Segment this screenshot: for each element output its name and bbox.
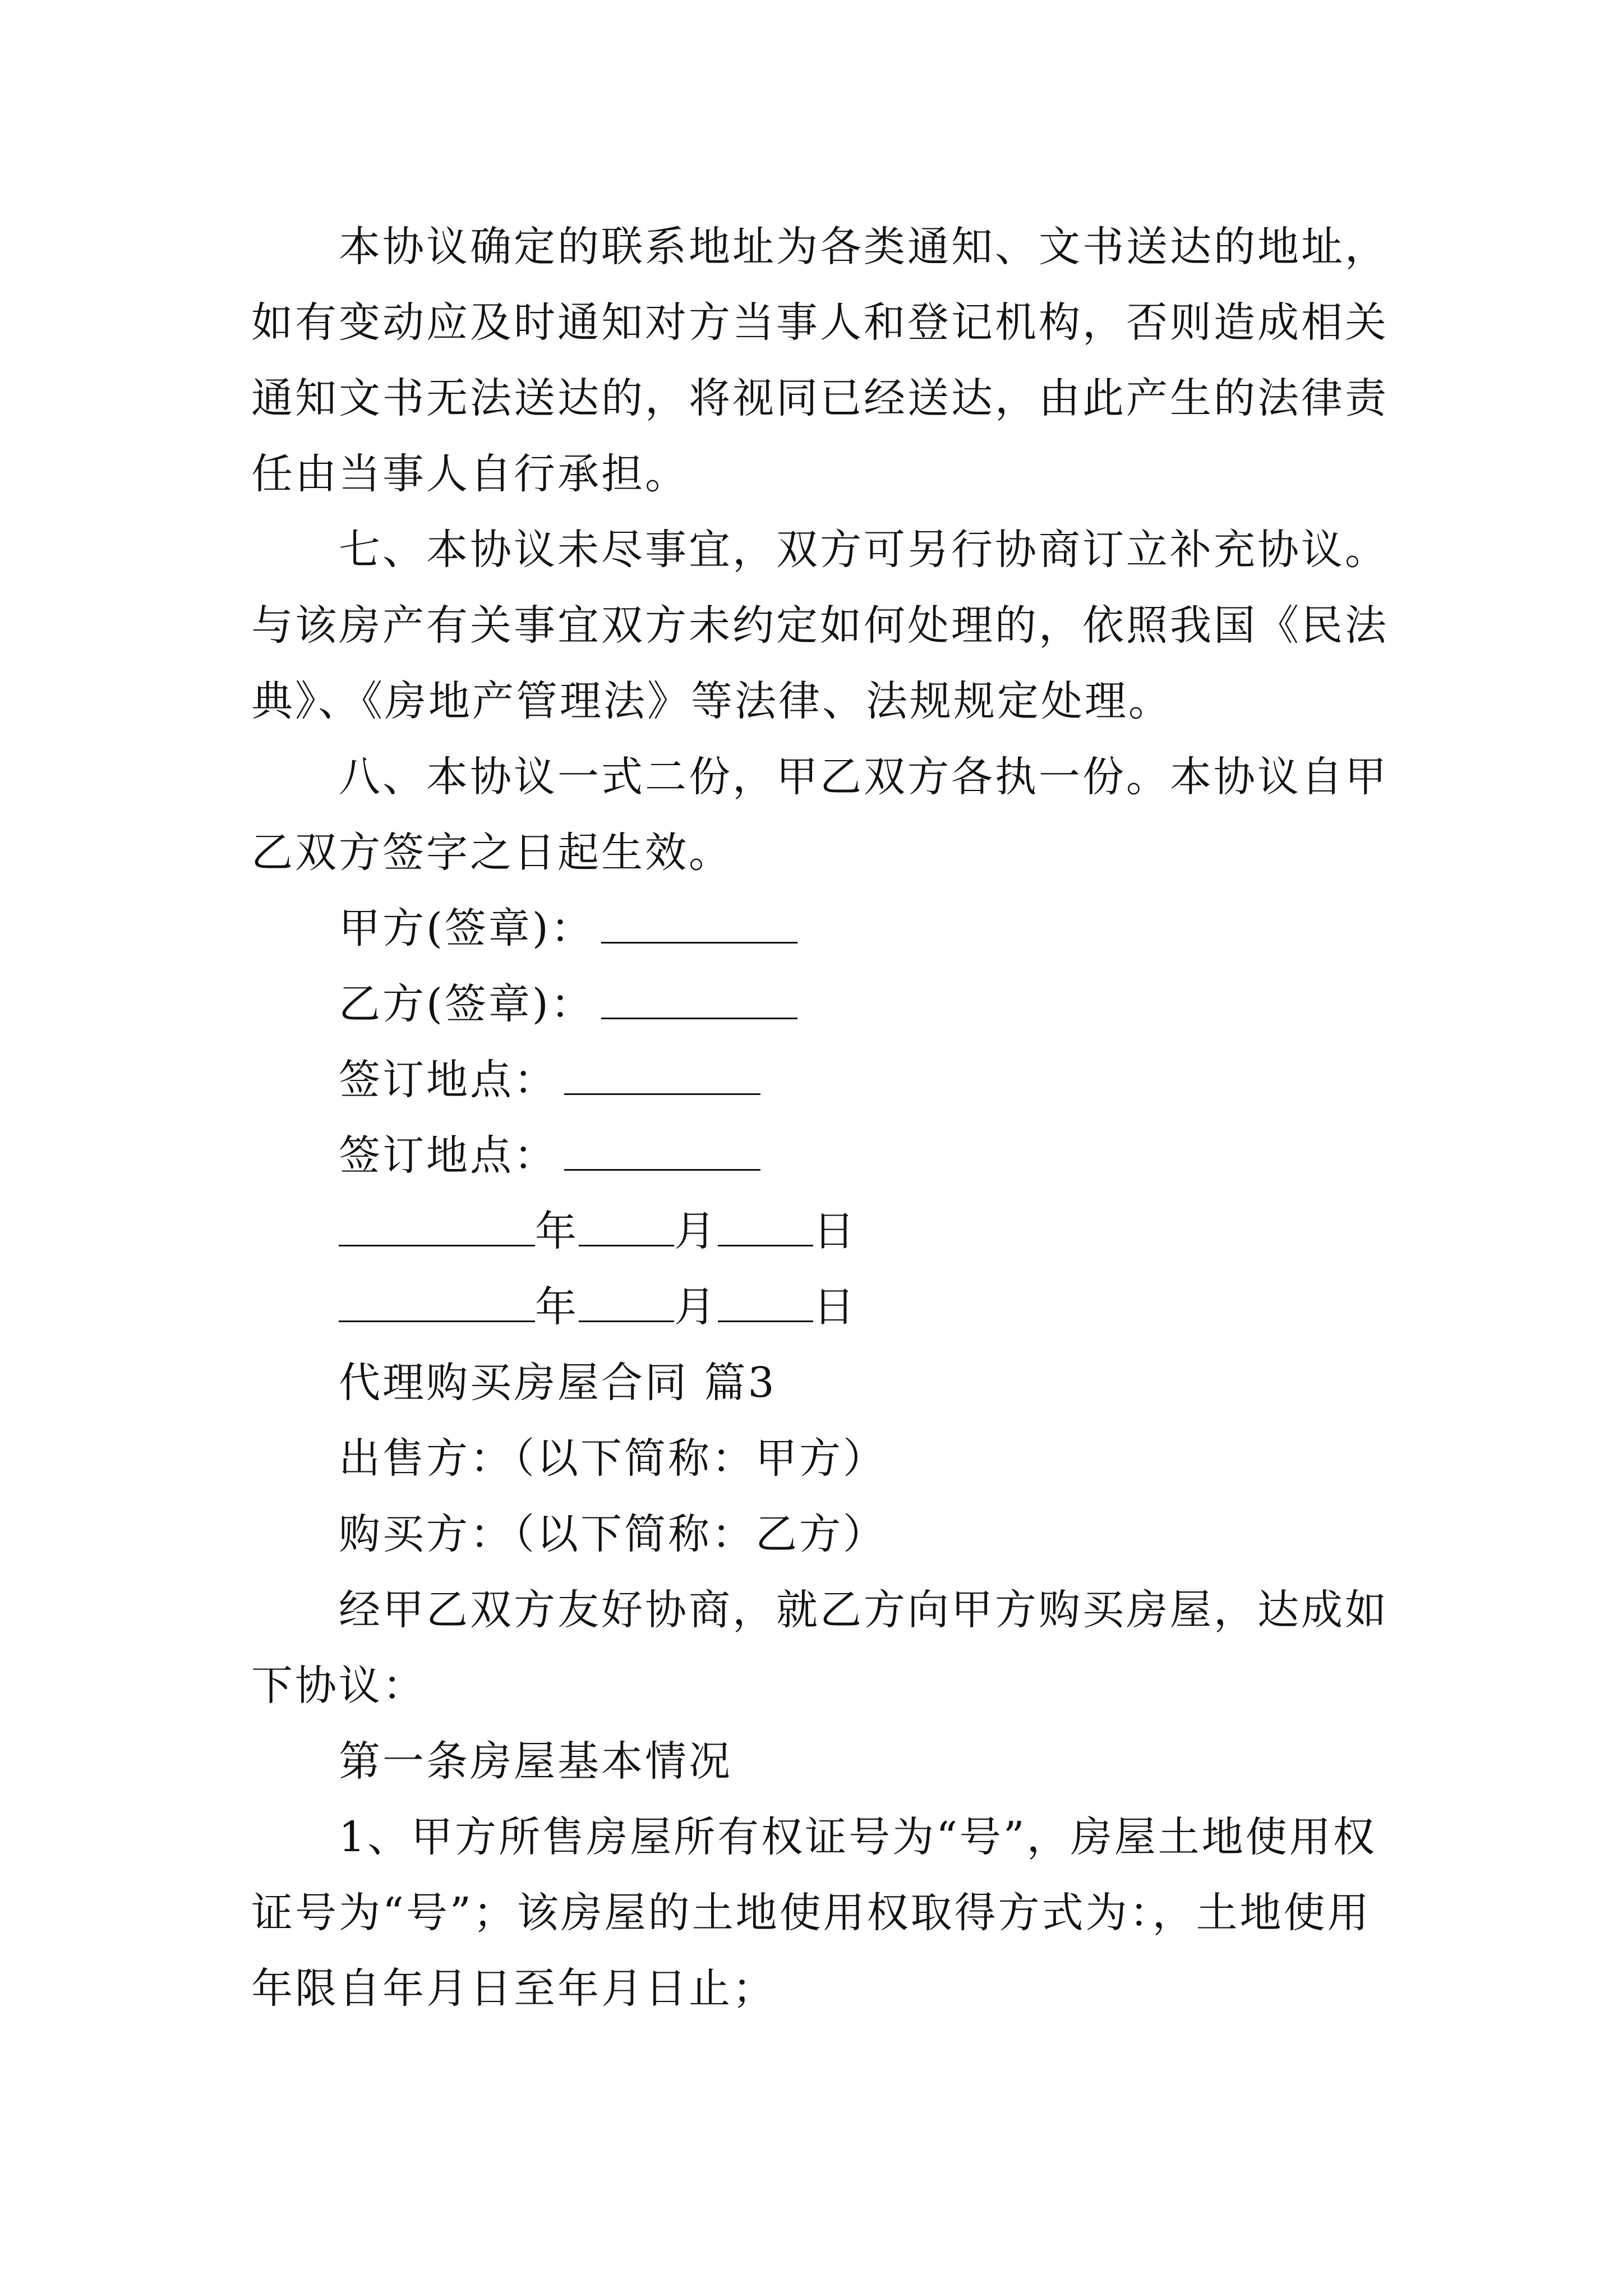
paragraph-line: 七、本协议未尽事宜，双方可另行协商订立补充协议。 <box>339 526 1389 574</box>
paragraph-line: 如有变动应及时通知对方当事人和登记机构，否则造成相关 <box>251 298 1389 347</box>
blank-underline <box>339 1287 535 1322</box>
paragraph-line: 年限自年月日至年月日止； <box>251 1964 776 2013</box>
blank-underline <box>718 1287 813 1322</box>
paragraph-line: 通知文书无法送达的，将视同已经送达，由此产生的法律责 <box>251 374 1389 422</box>
paragraph-line: 本协议确定的联系地址为各类通知、文书送达的地址， <box>339 223 1389 271</box>
article-heading: 第一条房屋基本情况 <box>339 1737 732 1786</box>
blank-underline <box>601 984 797 1019</box>
signature-label: 乙方(签章)： <box>339 980 594 1028</box>
date-line <box>339 1279 857 1335</box>
signature-line-party-a <box>339 900 797 956</box>
paragraph-line: 1、甲方所售房屋所有权证号为“号”，房屋土地使用权 <box>339 1813 1377 1861</box>
paragraph-line: 任由当事人自行承担。 <box>251 450 689 498</box>
signing-place-label: 签订地点： <box>339 1056 557 1104</box>
date-line <box>339 1203 857 1259</box>
blank-underline <box>601 908 797 944</box>
paragraph-line: 下协议： <box>251 1662 426 1710</box>
month-unit: 月 <box>674 1207 718 1255</box>
paragraph-line: 八、本协议一式二份，甲乙双方各执一份。本协议自甲 <box>339 753 1389 801</box>
blank-underline <box>339 1211 535 1246</box>
paragraph-line: 乙双方签字之日起生效。 <box>251 829 732 877</box>
signing-place-line <box>339 1128 760 1184</box>
signature-label: 甲方(签章)： <box>339 904 594 953</box>
paragraph-line: 证号为“号”；该房屋的土地使用权取得方式为：，土地使用 <box>251 1889 1371 1937</box>
year-unit: 年 <box>535 1207 579 1255</box>
blank-underline <box>579 1287 674 1322</box>
signature-line-party-b <box>339 976 797 1032</box>
section-title: 代理购买房屋合同 篇3 <box>339 1359 777 1407</box>
year-unit: 年 <box>535 1283 579 1331</box>
paragraph-line: 典》、《房地产管理法》等法律、法规规定处理。 <box>251 677 1172 725</box>
seller-line: 出售方：（以下简称：甲方） <box>339 1434 887 1483</box>
buyer-line: 购买方：（以下简称：乙方） <box>339 1510 887 1558</box>
paragraph-line: 经甲乙双方友好协商，就乙方向甲方购买房屋，达成如 <box>339 1586 1389 1634</box>
day-unit: 日 <box>813 1283 857 1331</box>
signing-place-label: 签订地点： <box>339 1131 557 1180</box>
paragraph-line: 与该房产有关事宜双方未约定如何处理的，依照我国《民法 <box>251 601 1389 650</box>
blank-underline <box>564 1135 760 1171</box>
blank-underline <box>718 1211 813 1246</box>
day-unit: 日 <box>813 1207 857 1255</box>
month-unit: 月 <box>674 1283 718 1331</box>
signing-place-line <box>339 1052 760 1108</box>
blank-underline <box>579 1211 674 1246</box>
blank-underline <box>564 1060 760 1095</box>
